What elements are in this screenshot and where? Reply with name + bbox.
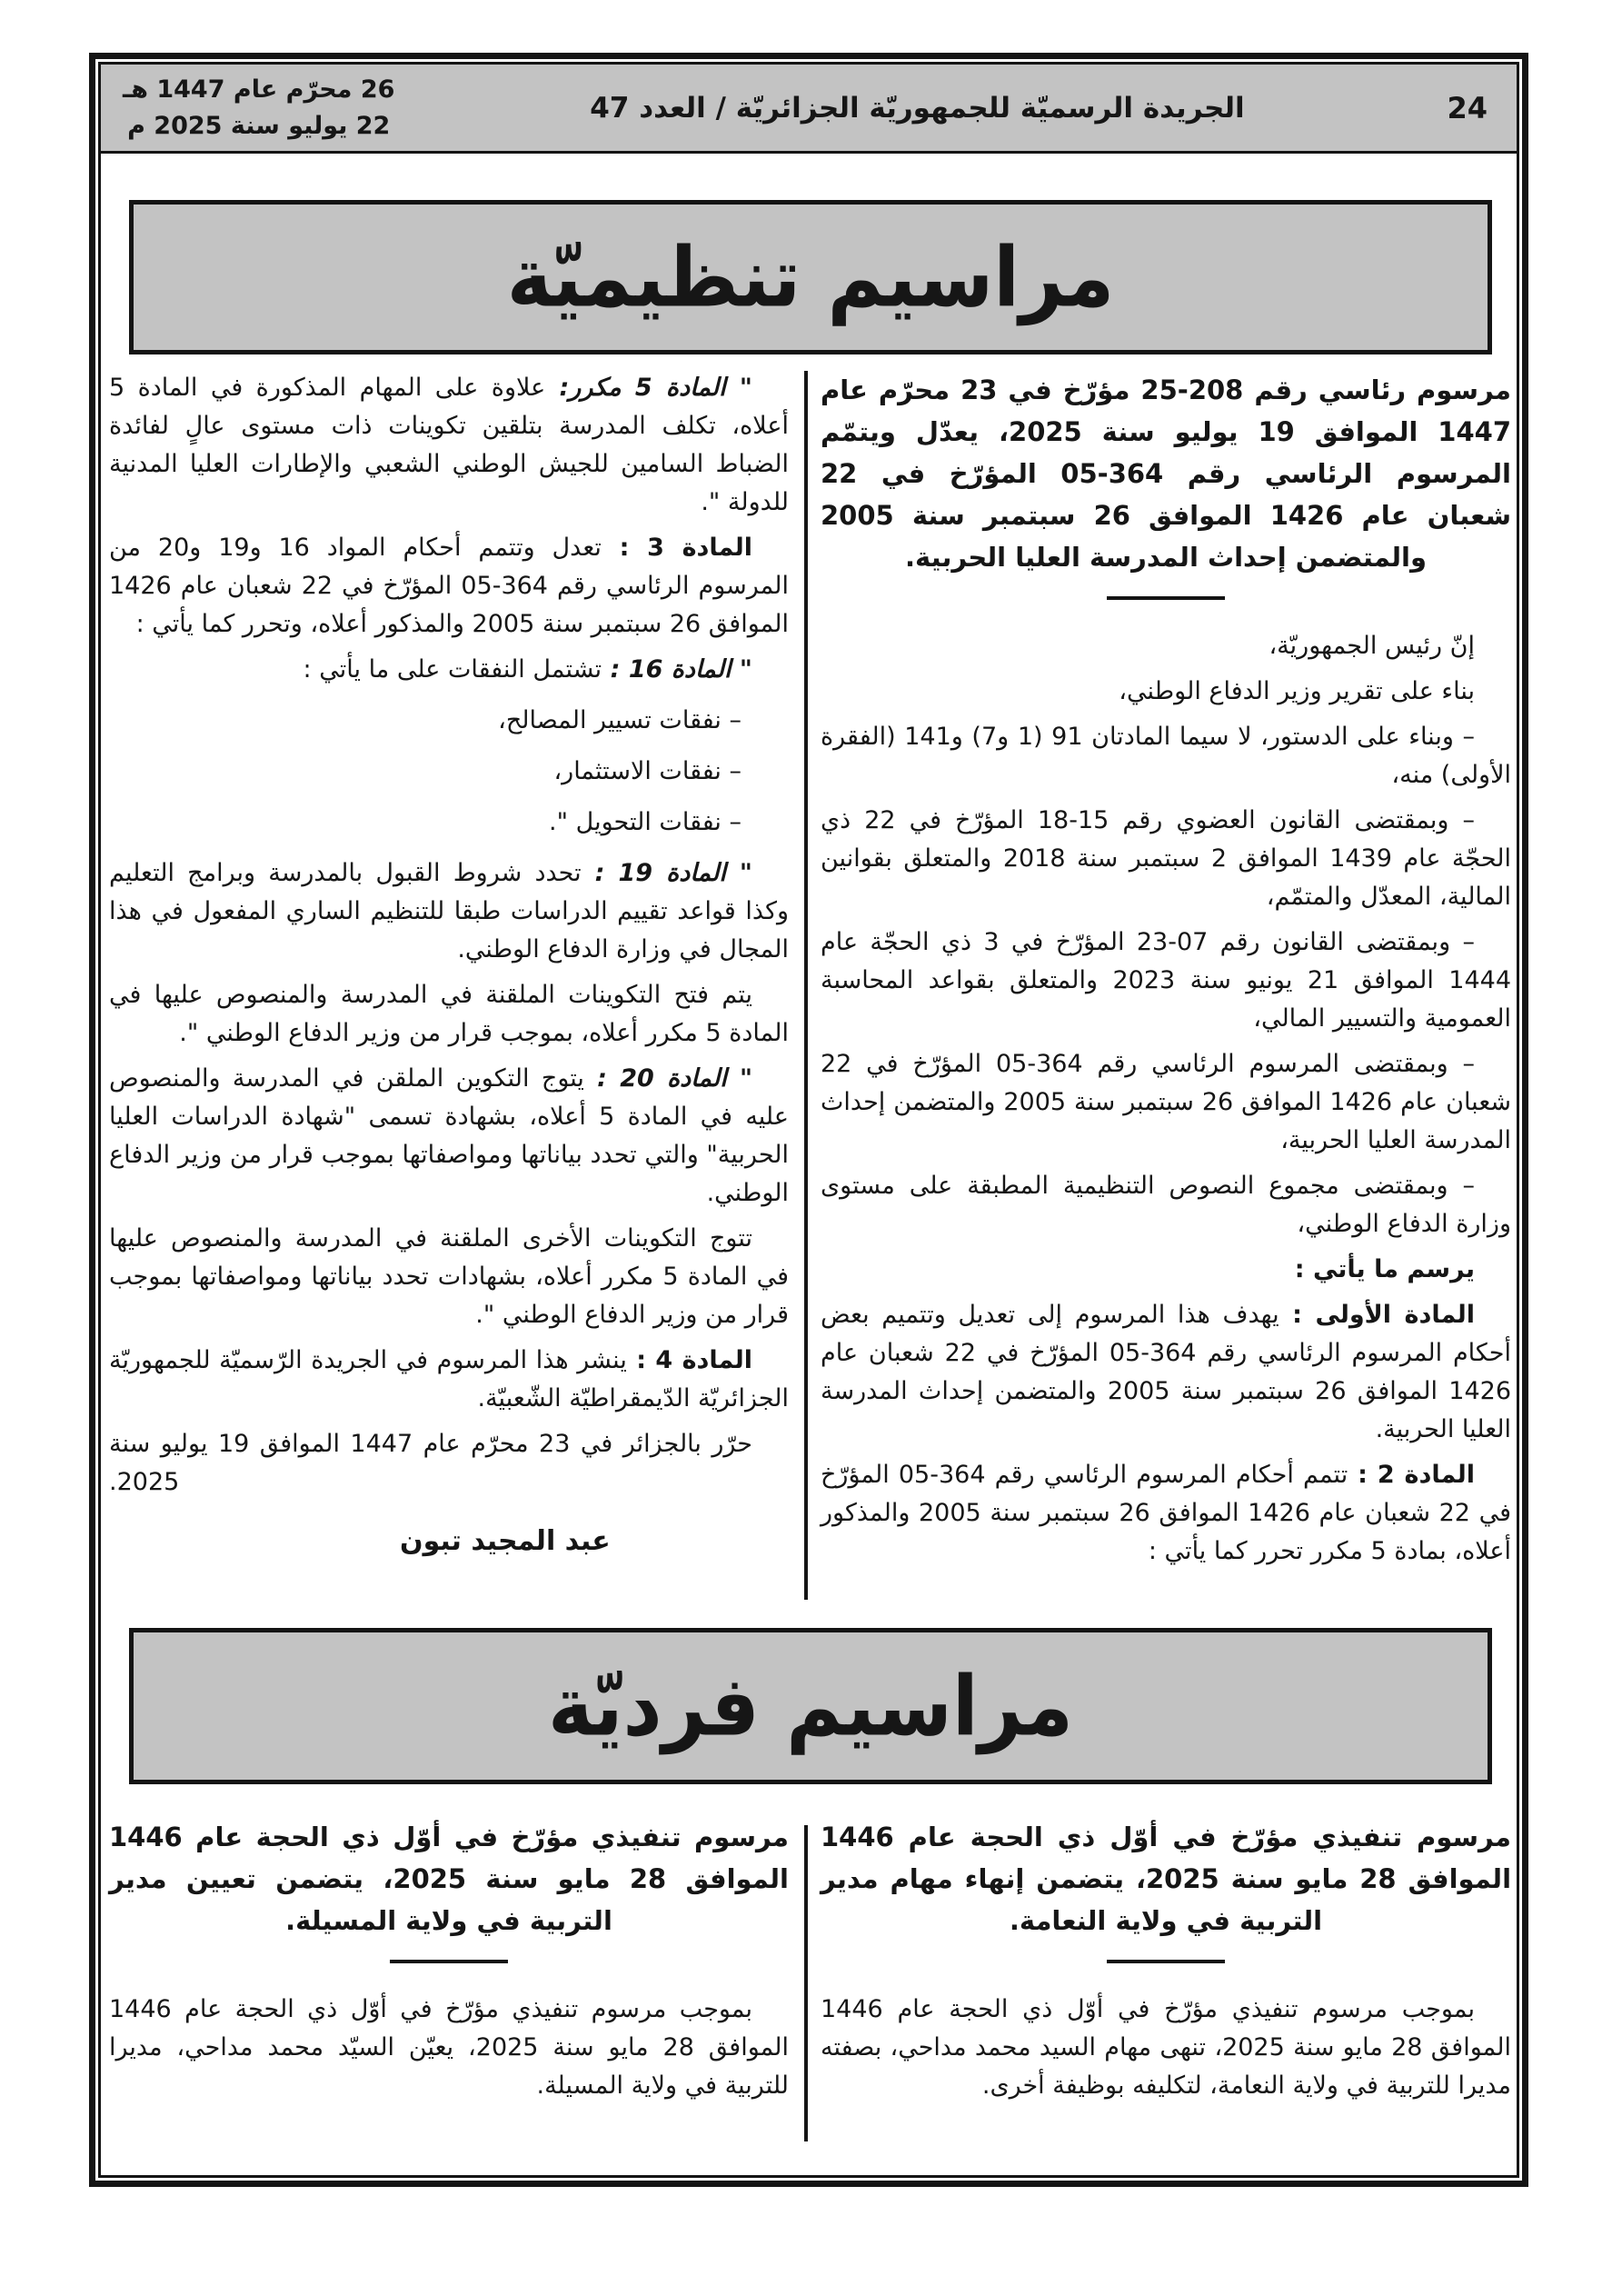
separator-rule: [390, 1960, 508, 1963]
paragraph: – وبمقتضى القانون رقم 07-23 المؤرّخ في 3 ذي الحجّة عام 1444 الموافق 21 يونيو سنة 2023 والمتعلق بقواعد المحاسبة العمومية والتسيير المالي،: [821, 928, 1511, 1033]
paragraph: " المادة 5 مكرر: علاوة على المهام المذكورة في المادة 5 أعلاه، تكلف المدرسة بتلقين تكوينات ذات مستوى عالٍ لفائدة الضباط السامين للجيش الوطني الشعبي والإطارات العليا المدنية للدولة ".: [109, 374, 789, 516]
paragraph: " المادة 16 : تشتمل النفقات على ما يأتي :: [303, 655, 752, 684]
paragraph: إنّ رئيس الجمهوريّة،: [1269, 632, 1475, 660]
paragraph: – وبناء على الدستور، لا سيما المادتان 91 (1 و7) و141 (الفقرة الأولى) منه،: [821, 723, 1511, 789]
paragraph: بموجب مرسوم تنفيذي مؤرّخ في أوّل ذي الحجة عام 1446 الموافق 28 مايو سنة 2025، تنهى مهام السيد محمد مداحي، بصفته مديرا للتربية في ولاية النعامة، لتكليفه بوظيفة أخرى.: [821, 1995, 1511, 2100]
paragraph: يرسم ما يأتي :: [1294, 1255, 1475, 1283]
masthead: [98, 62, 1519, 154]
paragraph: حرّر بالجزائر في 23 محرّم عام 1447 الموافق 19 يوليو سنة 2025.: [109, 1430, 752, 1496]
regulatory-right-column: [821, 369, 1511, 1578]
gregorian-date: 22 يوليو سنة 2025 م: [127, 111, 391, 140]
decree-title: مرسوم رئاسي رقم 208-25 مؤرّخ في 23 محرّم عام 1447 الموافق 19 يوليو سنة 2025، يعدّل ويتمّم المرسوم الرئاسي رقم 364-05 المؤرّخ في 22 شعبان عام 1426 الموافق 26 سبتمبر سنة 2005 والمتضمن إحداث المدرسة العليا الحربية.: [821, 374, 1512, 573]
paragraph: – وبمقتضى القانون العضوي رقم 15-18 المؤرّخ في 22 ذي الحجّة عام 1439 الموافق 2 سبتمبر سنة 2018 والمتعلق بقوانين المالية، المعدّل والمتمّم،: [821, 806, 1511, 911]
individual-right-column: [821, 1816, 1511, 2112]
separator-rule: [1107, 596, 1225, 600]
signature-name: عبد المجيد تبون: [400, 1525, 611, 1557]
paragraph: يتم فتح التكوينات الملقنة في المدرسة والمنصوص عليها في المادة 5 مكرر أعلاه، بموجب قرار من وزير الدفاع الوطني ".: [109, 981, 789, 1047]
list-item: – نفقات التحويل ".: [549, 808, 741, 836]
paragraph: – وبمقتضى مجموع النصوص التنظيمية المطبقة على مستوى وزارة الدفاع الوطني،: [821, 1172, 1511, 1238]
individual-left-column: [109, 1816, 789, 2112]
paragraph: " المادة 19 : تحدد شروط القبول بالمدرسة وبرامج التعليم وكذا قواعد تقييم الدراسات طبقا للتنظيم الساري المفعول في هذا المجال في وزارة الدفاع الوطني.: [109, 859, 789, 963]
section-banner-individual-title: مراسيم فرديّة: [548, 1658, 1073, 1754]
masthead-dates: [123, 72, 394, 145]
paragraph: بناء على تقرير وزير الدفاع الوطني،: [1119, 677, 1475, 705]
hijri-date: 26 محرّم عام 1447 هـ: [123, 75, 395, 104]
regulatory-left-column: [109, 369, 789, 1557]
decree-title: مرسوم تنفيذي مؤرّخ في أوّل ذي الحجة عام 1446 الموافق 28 مايو سنة 2025، يتضمن تعيين مدير التربية في ولاية المسيلة.: [109, 1822, 789, 1936]
decree-title: مرسوم تنفيذي مؤرّخ في أوّل ذي الحجة عام 1446 الموافق 28 مايو سنة 2025، يتضمن إنهاء مهام مدير التربية في ولاية النعامة.: [821, 1822, 1512, 1936]
list-item: – نفقات تسيير المصالح،: [498, 706, 741, 734]
paragraph: المادة 2 : تتمم أحكام المرسوم الرئاسي رقم 364-05 المؤرّخ في 22 شعبان عام 1426 الموافق 26 سبتمبر سنة 2005 والمذكور أعلاه، بمادة 5 مكرر تحرر كما يأتي :: [821, 1461, 1511, 1565]
paragraph: تتوج التكوينات الأخرى الملقنة في المدرسة والمنصوص عليها في المادة 5 مكرر أعلاه، بشهادات تحدد بياناتها ومواصفاتها بموجب قرار من وزير الدفاع الوطني ".: [109, 1224, 789, 1329]
journal-title: الجريدة الرسميّة للجمهوريّة الجزائريّة / العدد 47: [590, 91, 1245, 125]
column-divider: [804, 1825, 808, 2141]
column-divider: [804, 371, 808, 1600]
paragraph: بموجب مرسوم تنفيذي مؤرّخ في أوّل ذي الحجة عام 1446 الموافق 28 مايو سنة 2025، يعيّن السيّد محمد مداحي، مديرا للتربية في ولاية المسيلة.: [109, 1995, 789, 2100]
section-banner-regulatory-title: مراسيم تنظيميّة: [506, 229, 1115, 325]
list-item: – نفقات الاستثمار،: [553, 757, 741, 785]
paragraph: المادة 4 : ينشر هذا المرسوم في الجريدة الرّسميّة للجمهوريّة الجزائريّة الدّيمقراطيّة الشّعبيّة.: [109, 1346, 789, 1413]
section-banner-individual: [129, 1628, 1492, 1784]
paragraph: " المادة 20 : يتوج التكوين الملقن في المدرسة والمنصوص عليه في المادة 5 أعلاه، بشهادة تسمى "شهادة الدراسات العليا الحربية" والتي تحدد بياناتها ومواصفاتها بموجب قرار من وزير الدفاع الوطني.: [109, 1064, 789, 1207]
paragraph: – وبمقتضى المرسوم الرئاسي رقم 364-05 المؤرّخ في 22 شعبان عام 1426 الموافق 26 سبتمبر سنة 2005 والمتضمن إحداث المدرسة العليا الحربية،: [821, 1050, 1511, 1154]
paragraph: المادة الأولى : يهدف هذا المرسوم إلى تعديل وتتميم بعض أحكام المرسوم الرئاسي رقم 364-05 المؤرّخ في 22 شعبان عام 1426 الموافق 26 سبتمبر سنة 2005 والمتضمن إحداث المدرسة العليا الحربية.: [821, 1301, 1511, 1443]
section-banner-regulatory: [129, 200, 1492, 354]
page-number: 24: [1447, 90, 1488, 125]
paragraph: المادة 3 : تعدل وتتمم أحكام المواد 16 و19 و20 من المرسوم الرئاسي رقم 364-05 المؤرّخ في 22 شعبان عام 1426 الموافق 26 سبتمبر سنة 2005 والمذكور أعلاه، وتحرر كما يأتي :: [109, 534, 789, 638]
separator-rule: [1107, 1960, 1225, 1963]
